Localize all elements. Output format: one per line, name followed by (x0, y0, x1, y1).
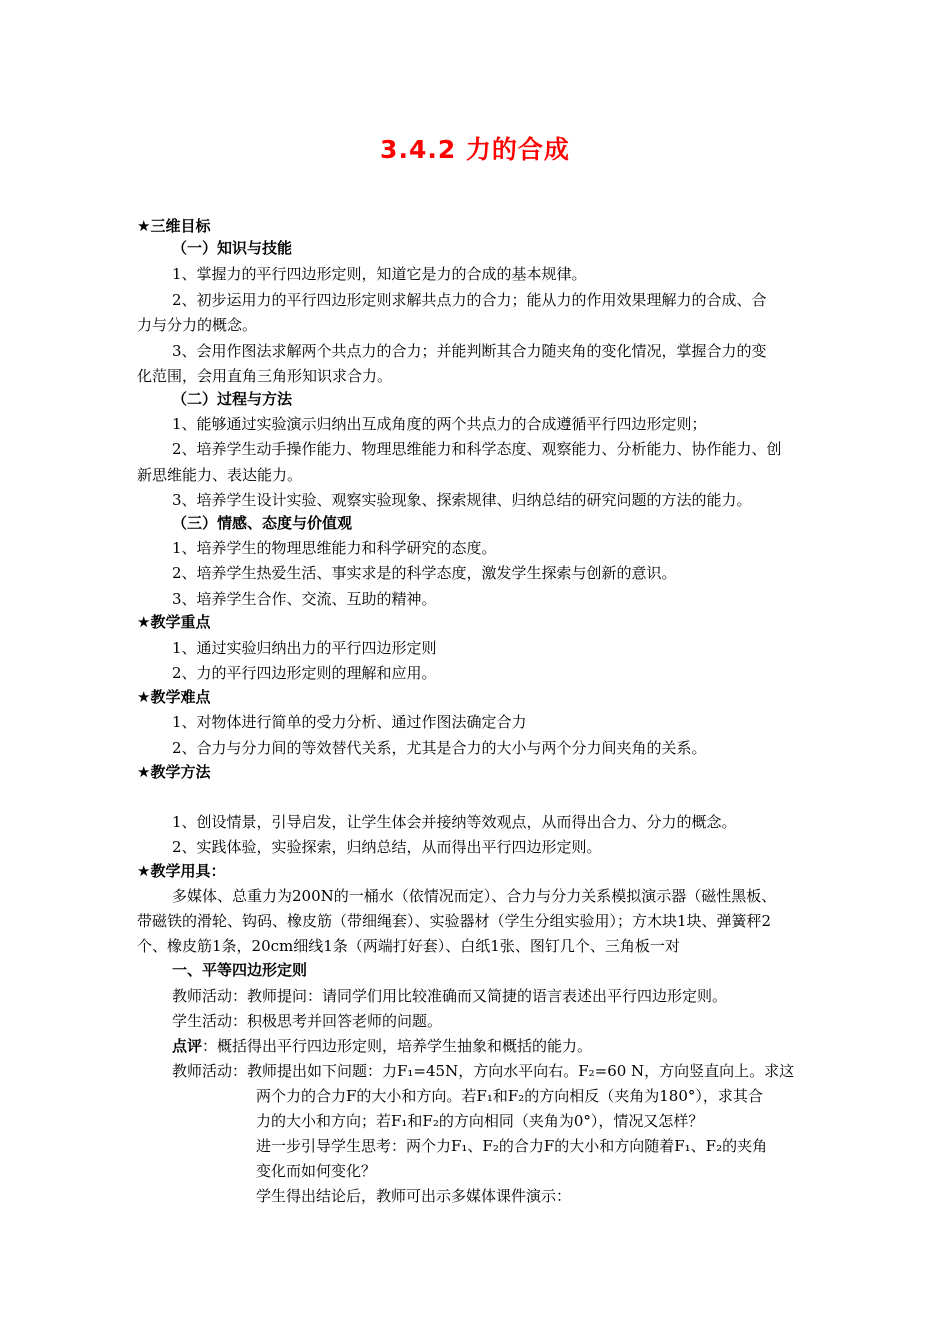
paragraph-line: 1、培养学生的物理思维能力和科学研究的态度。 (172, 539, 497, 557)
paragraph-line: 1、对物体进行简单的受力分析、通过作图法确定合力 (172, 713, 527, 731)
paragraph-line: 1、创设情景，引导启发，让学生体会并接纳等效观点，从而得出合力、分力的概念。 (172, 813, 737, 831)
paragraph-line: 带磁铁的滑轮、钩码、橡皮筋（带细绳套）、实验器材（学生分组实验用）；方木块1块、弹簧秤2 (137, 912, 772, 930)
paragraph-line: 2、初步运用力的平行四边形定则求解共点力的合力；能从力的作用效果理解力的合成、合 (172, 291, 767, 309)
heading-teaching-method: ★教学方法 (137, 763, 211, 781)
subheading-process-method: （二）过程与方法 (172, 390, 293, 408)
paragraph-line (172, 1036, 592, 1056)
subheading-emotion-values: （三）情感、态度与价值观 (172, 514, 353, 532)
subheading-knowledge-skills: （一）知识与技能 (172, 239, 293, 257)
paragraph-line: 学生得出结论后，教师可出示多媒体课件演示： (256, 1187, 572, 1205)
paragraph-line: 教师活动：教师提出如下问题：力F₁=45N，方向水平向右。F₂=60 N，方向竖直向上。求这 (172, 1062, 795, 1080)
page-title: 3.4.2 力的合成 (380, 135, 570, 164)
paragraph-line: 化范围，会用直角三角形知识求合力。 (137, 367, 393, 385)
paragraph-line: 力与分力的概念。 (137, 316, 258, 334)
paragraph-line: 学生活动：积极思考并回答老师的问题。 (172, 1012, 443, 1030)
paragraph-line: 变化而如何变化？ (256, 1162, 377, 1180)
heading-teaching-tools: ★教学用具： (137, 862, 226, 880)
paragraph-line: 1、掌握力的平行四边形定则，知道它是力的合成的基本规律。 (172, 265, 587, 283)
paragraph-line: 两个力的合力F的大小和方向。若F₁和F₂的方向相反（夹角为180°），求其合 (256, 1087, 763, 1105)
comment-text: ：概括得出平行四边形定则，培养学生抽象和概括的能力。 (202, 1037, 593, 1055)
section-heading-parallelogram-rule: 一、平等四边形定则 (172, 961, 308, 979)
paragraph-line: 3、培养学生合作、交流、互助的精神。 (172, 590, 437, 608)
paragraph-line: 2、培养学生热爱生活、事实求是的科学态度，激发学生探索与创新的意识。 (172, 564, 677, 582)
paragraph-line: 2、合力与分力间的等效替代关系，尤其是合力的大小与两个分力间夹角的关系。 (172, 739, 707, 757)
heading-three-dimensional-goals: ★三维目标 (137, 217, 211, 235)
paragraph-line: 新思维能力、表达能力。 (137, 466, 303, 484)
paragraph-line: 2、力的平行四边形定则的理解和应用。 (172, 664, 437, 682)
paragraph-line: 3、会用作图法求解两个共点力的合力；并能判断其合力随夹角的变化情况，掌握合力的变 (172, 342, 767, 360)
paragraph-line: 1、能够通过实验演示归纳出互成角度的两个共点力的合成遵循平行四边形定则； (172, 415, 707, 433)
heading-teaching-difficulty: ★教学难点 (137, 688, 211, 706)
paragraph-line: 2、实践体验，实验探索，归纳总结，从而得出平行四边形定则。 (172, 838, 602, 856)
paragraph-line: 多媒体、总重力为200N的一桶水（依情况而定）、合力与分力关系模拟演示器（磁性黑板、 (172, 887, 777, 905)
heading-teaching-focus: ★教学重点 (137, 613, 211, 631)
paragraph-line: 进一步引导学生思考：两个力F₁、F₂的合力F的大小和方向随着F₁、F₂的夹角 (256, 1137, 768, 1155)
paragraph-line: 个、橡皮筋1条，20cm细线1条（两端打好套）、白纸1张、图钉几个、三角板一对 (137, 937, 680, 955)
paragraph-line: 2、培养学生动手操作能力、物理思维能力和科学态度、观察能力、分析能力、协作能力、创 (172, 440, 782, 458)
paragraph-line: 力的大小和方向；若F₁和F₂的方向相同（夹角为0°），情况又怎样？ (256, 1112, 704, 1130)
paragraph-line: 1、通过实验归纳出力的平行四边形定则 (172, 639, 437, 657)
paragraph-line: 教师活动：教师提问：请同学们用比较准确而又简捷的语言表述出平行四边形定则。 (172, 987, 728, 1005)
comment-label: 点评 (172, 1037, 203, 1055)
paragraph-line: 3、培养学生设计实验、观察实验现象、探索规律、归纳总结的研究问题的方法的能力。 (172, 491, 752, 509)
